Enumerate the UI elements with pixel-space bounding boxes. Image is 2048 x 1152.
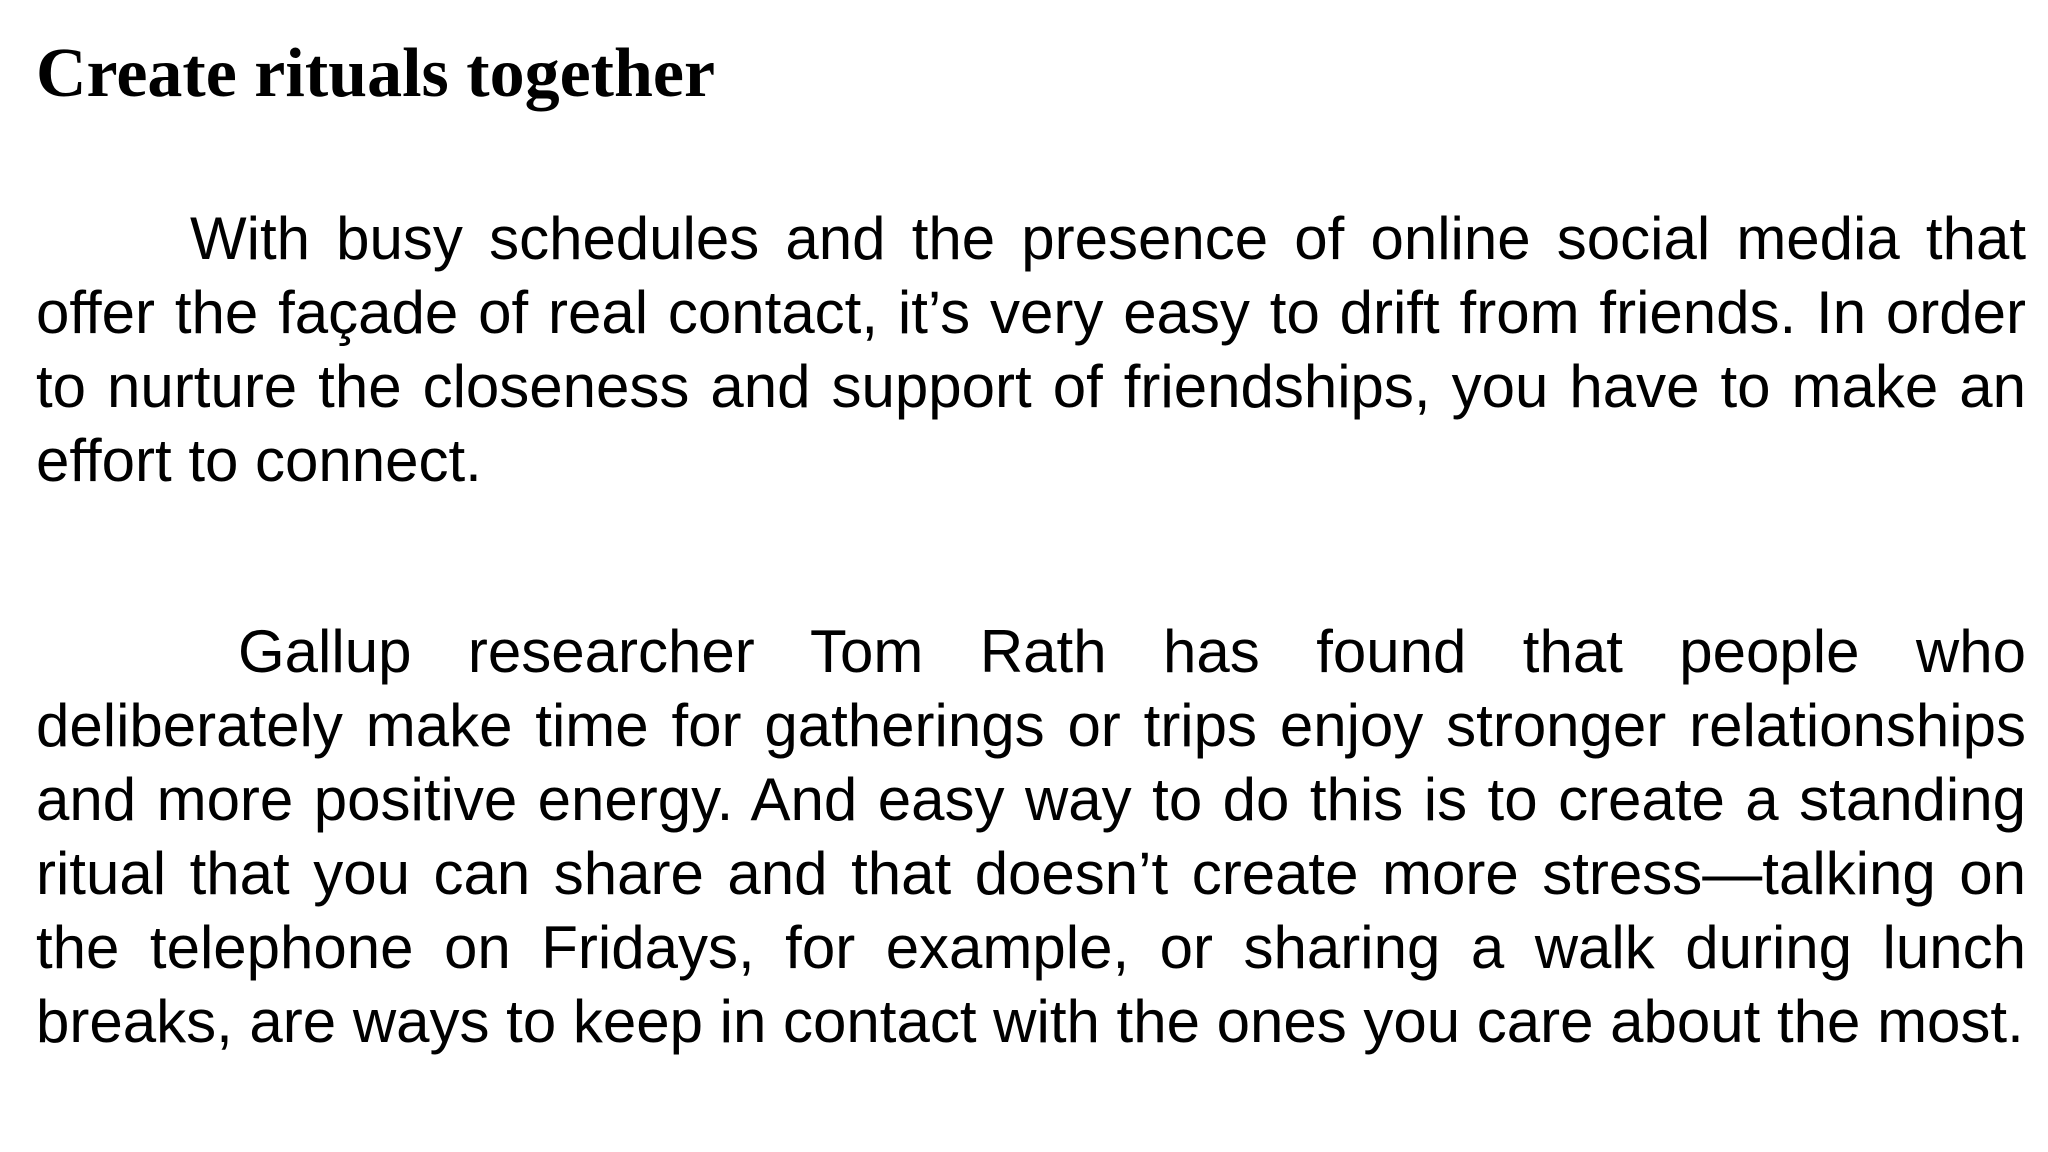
body-paragraph: With busy schedules and the presence of online social media that offer the façade of real contact, it’s very easy to drift from friends. In order to nurture the closeness and support of friendships, you have to make an effort to connect. [36,205,2026,494]
body-paragraph: Gallup researcher Tom Rath has found that people who deliberately make time for gatherings or trips enjoy stronger relationships and more positive energy. And easy way to do this is to create a standing ritual that you can share and that doesn’t create more stress—talking on the telephone on Fridays, for example, or sharing a walk during lunch breaks, are ways to keep in contact with the ones you care about the most. [36,618,2026,1055]
section-heading: Create rituals together [36,35,716,112]
